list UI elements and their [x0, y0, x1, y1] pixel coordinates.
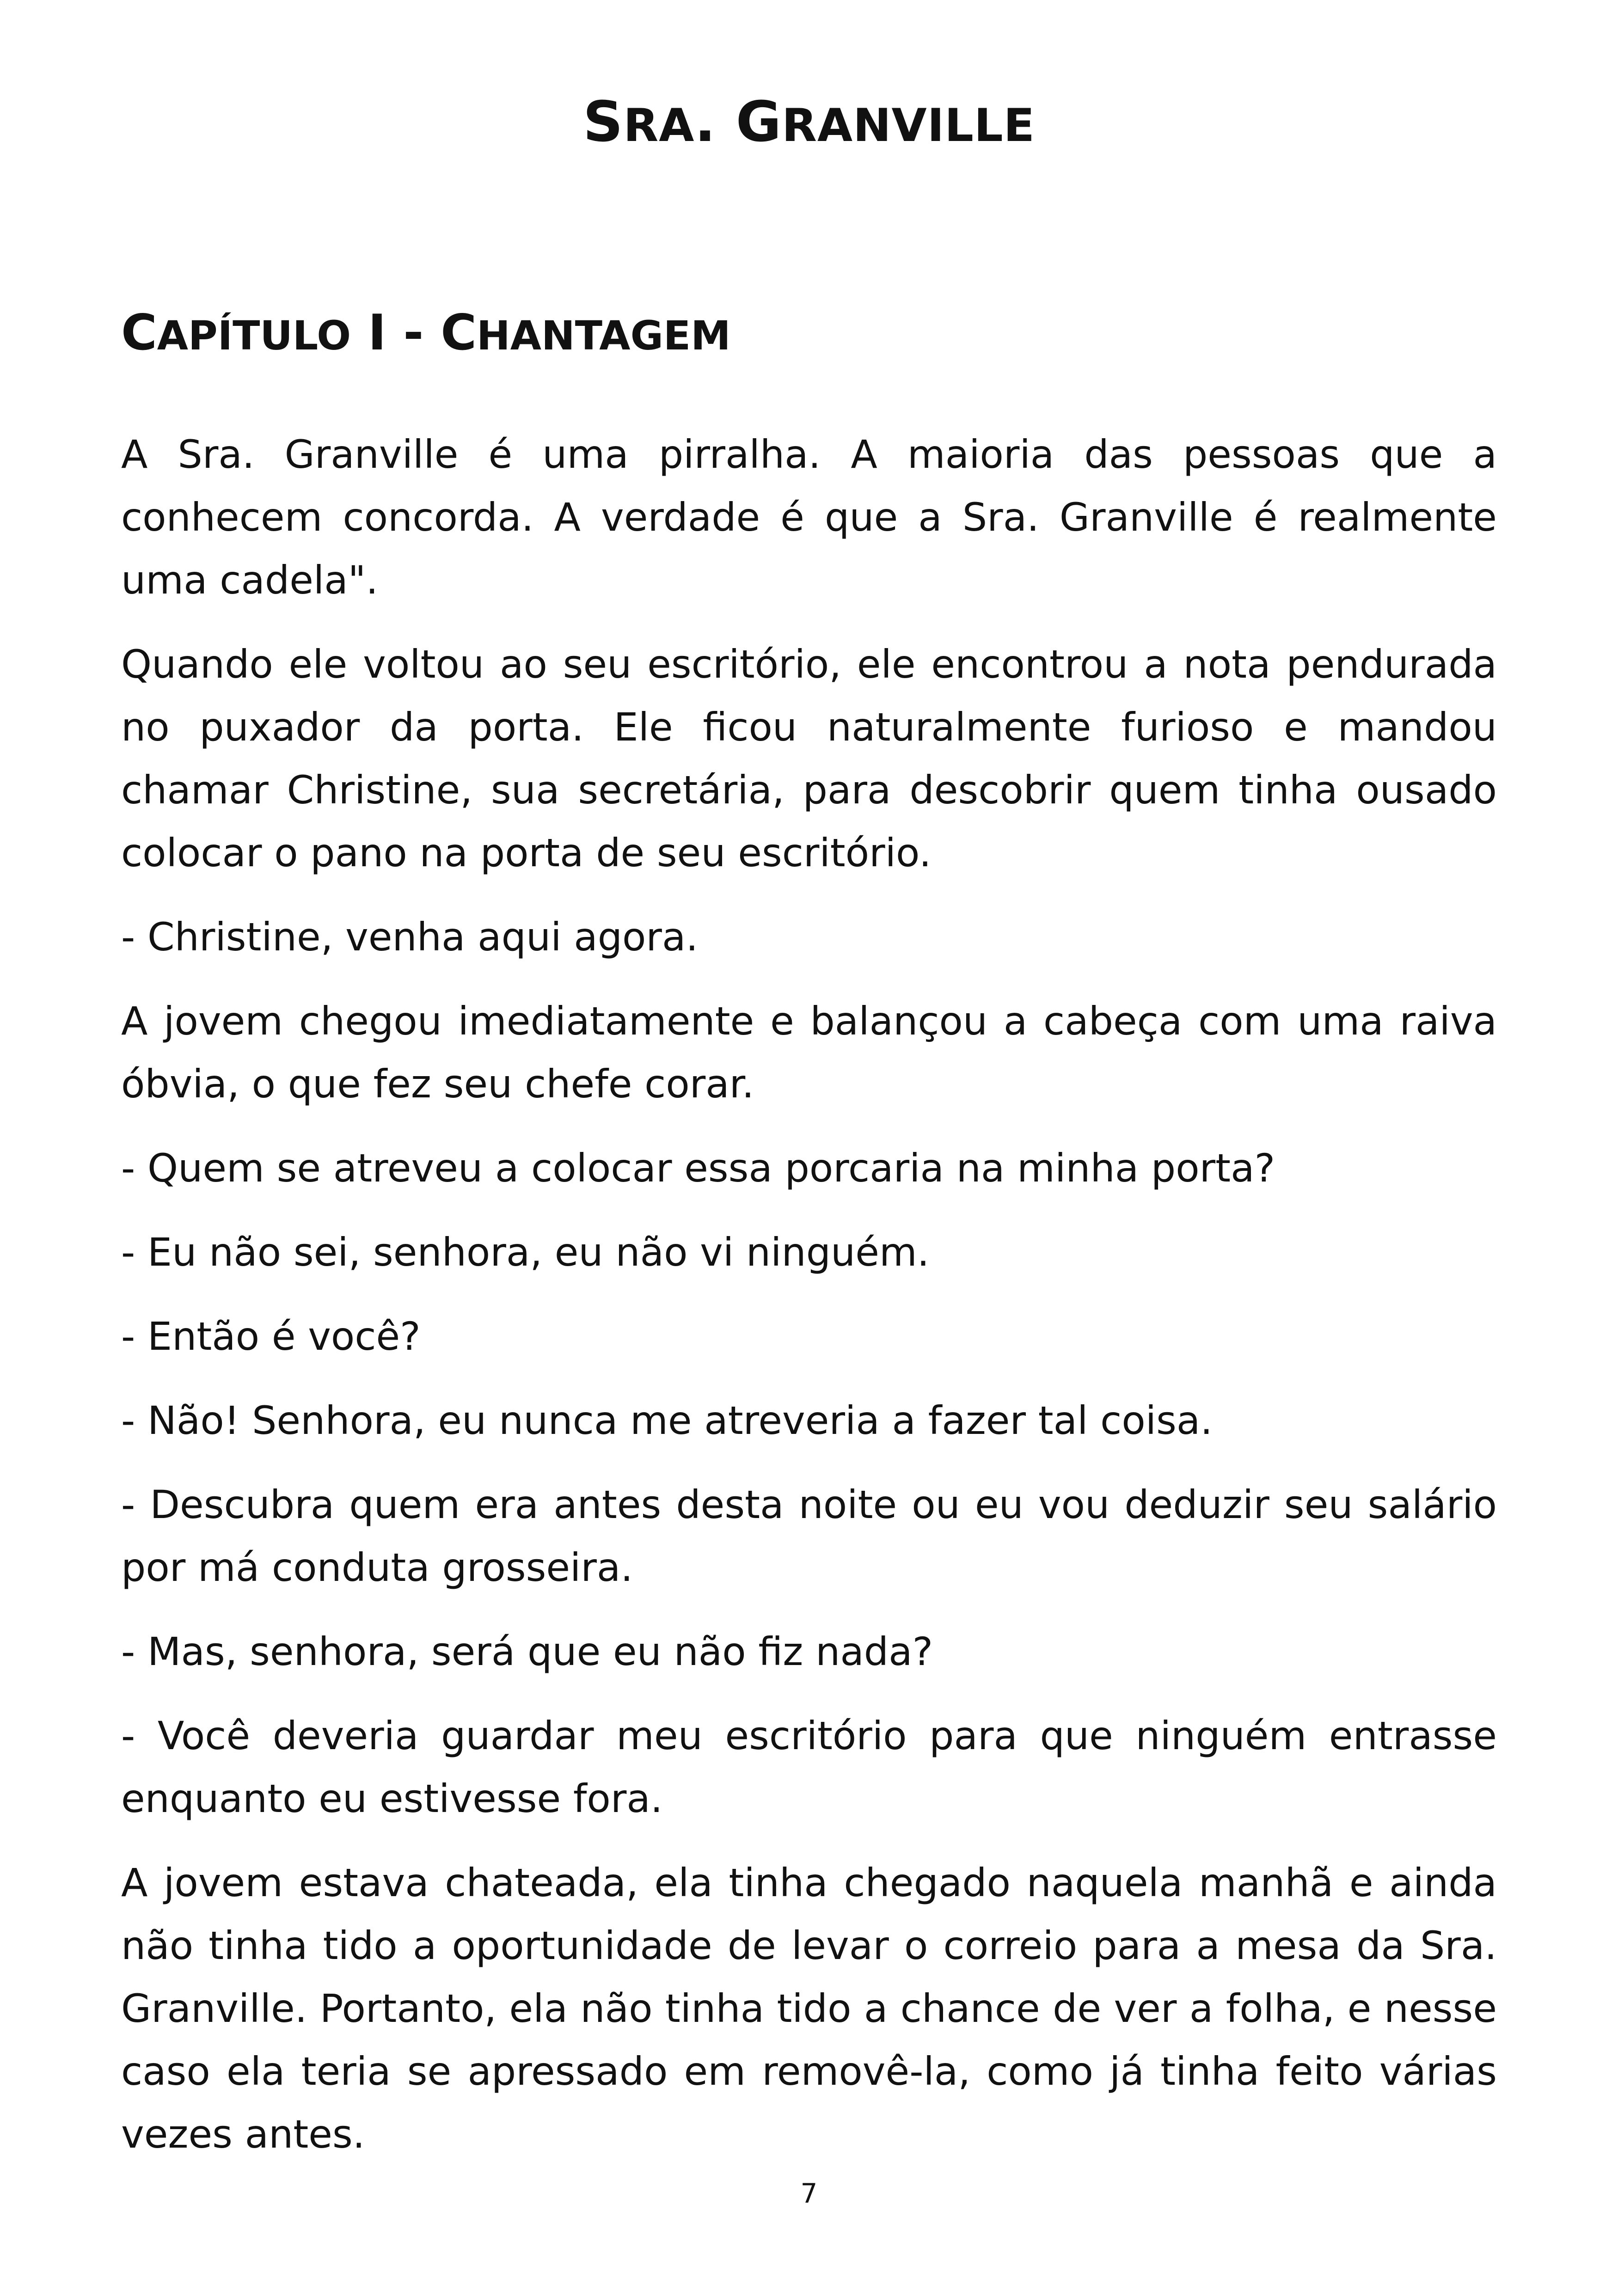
chapter-title-initial-2: C	[441, 304, 477, 361]
chapter-title-rest-2: HANTAGEM	[477, 312, 731, 359]
book-title-initial-2: G	[735, 90, 782, 154]
paragraph: - Não! Senhora, eu nunca me atreveria a fazer tal coisa.	[121, 1398, 1213, 1443]
book-title-rest-2: RANVILLE	[782, 99, 1035, 152]
book-title	[0, 88, 1618, 160]
paragraph: Quando ele voltou ao seu escritório, ele encontrou a nota pendurada no puxador da porta. Ele ficou naturalmente furioso e mandou chamar Christine, sua secretária, para descobrir quem tinha ousado colocar o pano na porta de seu escritório.	[121, 642, 1497, 876]
chapter-title-rest-1: APÍTULO	[157, 312, 351, 359]
paragraph: - Então é você?	[121, 1314, 421, 1359]
book-title-separator: .	[694, 90, 736, 154]
body-text	[121, 423, 1497, 2187]
chapter-title-initial-1: C	[121, 304, 157, 361]
book-title-rest-1: RA	[623, 99, 695, 152]
paragraph: - Descubra quem era antes desta noite ou eu vou deduzir seu salário por má conduta grosseira.	[121, 1482, 1497, 1590]
paragraph: - Quem se atreveu a colocar essa porcaria na minha porta?	[121, 1145, 1275, 1191]
paragraph: - Você deveria guardar meu escritório para que ninguém entrasse enquanto eu estivesse fora.	[121, 1713, 1497, 1821]
paragraph: - Mas, senhora, será que eu não fiz nada?	[121, 1629, 933, 1674]
paragraph: A jovem chegou imediatamente e balançou a cabeça com uma raiva óbvia, o que fez seu chefe corar.	[121, 998, 1497, 1107]
paragraph: A Sra. Granville é uma pirralha. A maioria das pessoas que a conhecem concorda. A verdade é que a Sra. Granville é realmente uma cadela".	[121, 432, 1497, 603]
chapter-title	[121, 300, 1497, 368]
book-title-initial-1: S	[583, 90, 624, 154]
page-number: 7	[800, 2178, 818, 2209]
paragraph: A jovem estava chateada, ela tinha chegado naquela manhã e ainda não tinha tido a oportunidade de levar o correio para a mesa da Sra. Granville. Portanto, ela não tinha tido a chance de ver a folha, e nesse caso ela teria se apressado em removê-la, como já tinha feito várias vezes antes.	[121, 1860, 1497, 2157]
chapter-title-numeral: I -	[351, 304, 441, 361]
paragraph: - Eu não sei, senhora, eu não vi ninguém.	[121, 1230, 930, 1275]
paragraph: - Christine, venha aqui agora.	[121, 914, 699, 960]
